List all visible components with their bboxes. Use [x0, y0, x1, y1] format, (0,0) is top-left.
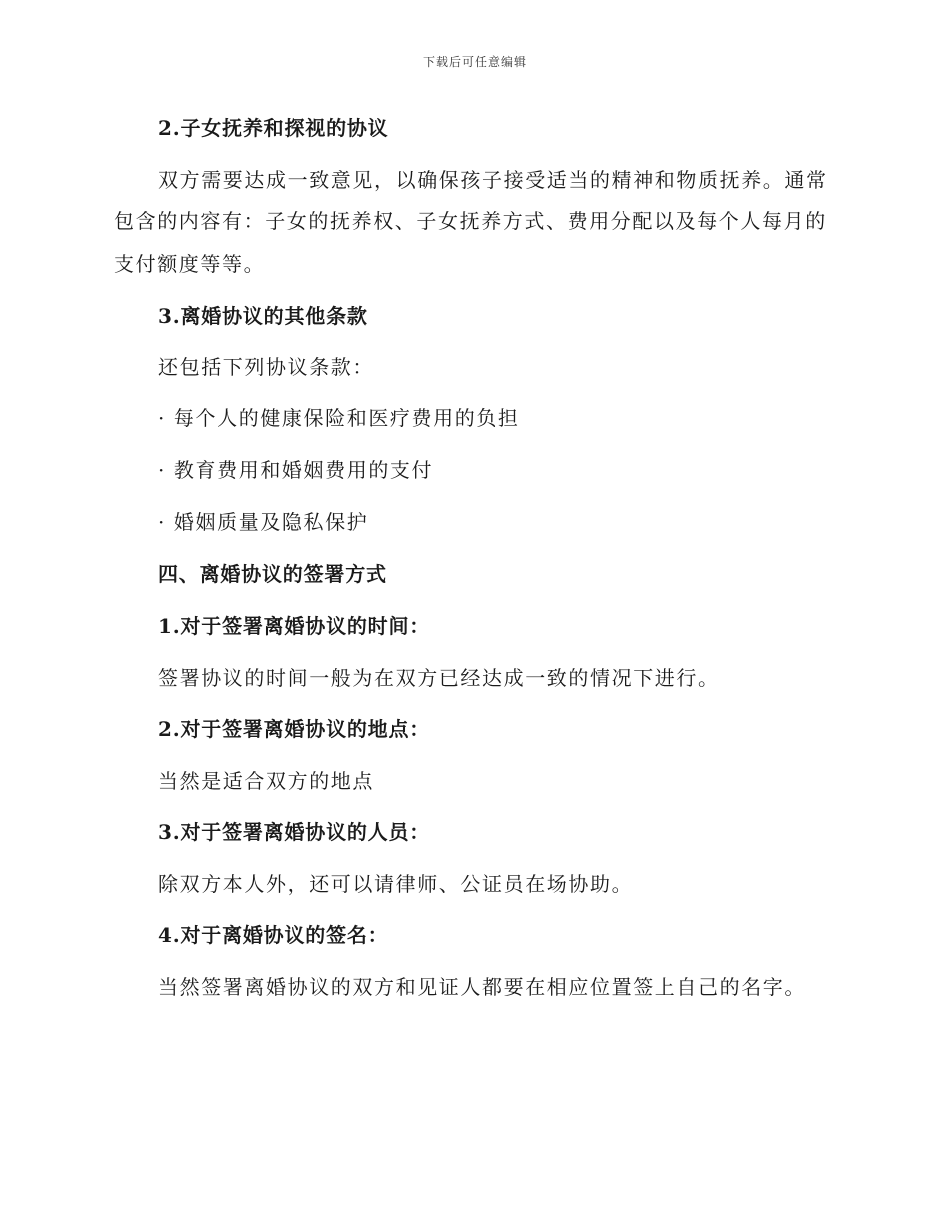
paragraph-other-terms-intro: 还包括下列协议条款：: [158, 355, 374, 379]
paragraph-signing-place: 当然是适合双方的地点: [158, 769, 374, 793]
bullet-item-education-costs: · 教育费用和婚姻费用的支付: [158, 458, 434, 482]
paragraph-child-custody-line-3: 支付额度等等。: [114, 252, 266, 276]
paragraph-signature: 当然签署离婚协议的双方和见证人都要在相应位置签上自己的名字。: [158, 975, 806, 999]
heading-signing-time: 1.对于签署离婚协议的时间：: [158, 614, 431, 638]
heading-signing-people: 3.对于签署离婚协议的人员：: [158, 820, 431, 844]
paragraph-signing-time: 签署协议的时间一般为在双方已经达成一致的情况下进行。: [158, 666, 720, 690]
paragraph-signing-people: 除双方本人外，还可以请律师、公证员在场协助。: [158, 872, 634, 896]
bullet-item-privacy: · 婚姻质量及隐私保护: [158, 510, 369, 534]
paragraph-child-custody-line-1: 双方需要达成一致意见，以确保孩子接受适当的精神和物质抚养。通常: [158, 168, 828, 192]
bullet-item-health-insurance: · 每个人的健康保险和医疗费用的负担: [158, 406, 520, 430]
paragraph-child-custody-line-2: 包含的内容有：子女的抚养权、子女抚养方式、费用分配以及每个人每月的: [114, 209, 827, 233]
heading-section-signing-method: 四、离婚协议的签署方式: [158, 562, 387, 586]
heading-signature: 4.对于离婚协议的签名：: [158, 923, 389, 947]
heading-other-terms: 3.离婚协议的其他条款: [158, 304, 368, 328]
page-header: 下载后可任意编辑: [422, 55, 527, 69]
heading-signing-place: 2.对于签署离婚协议的地点：: [158, 717, 431, 741]
heading-child-custody: 2.子女抚养和探视的协议: [158, 116, 389, 140]
